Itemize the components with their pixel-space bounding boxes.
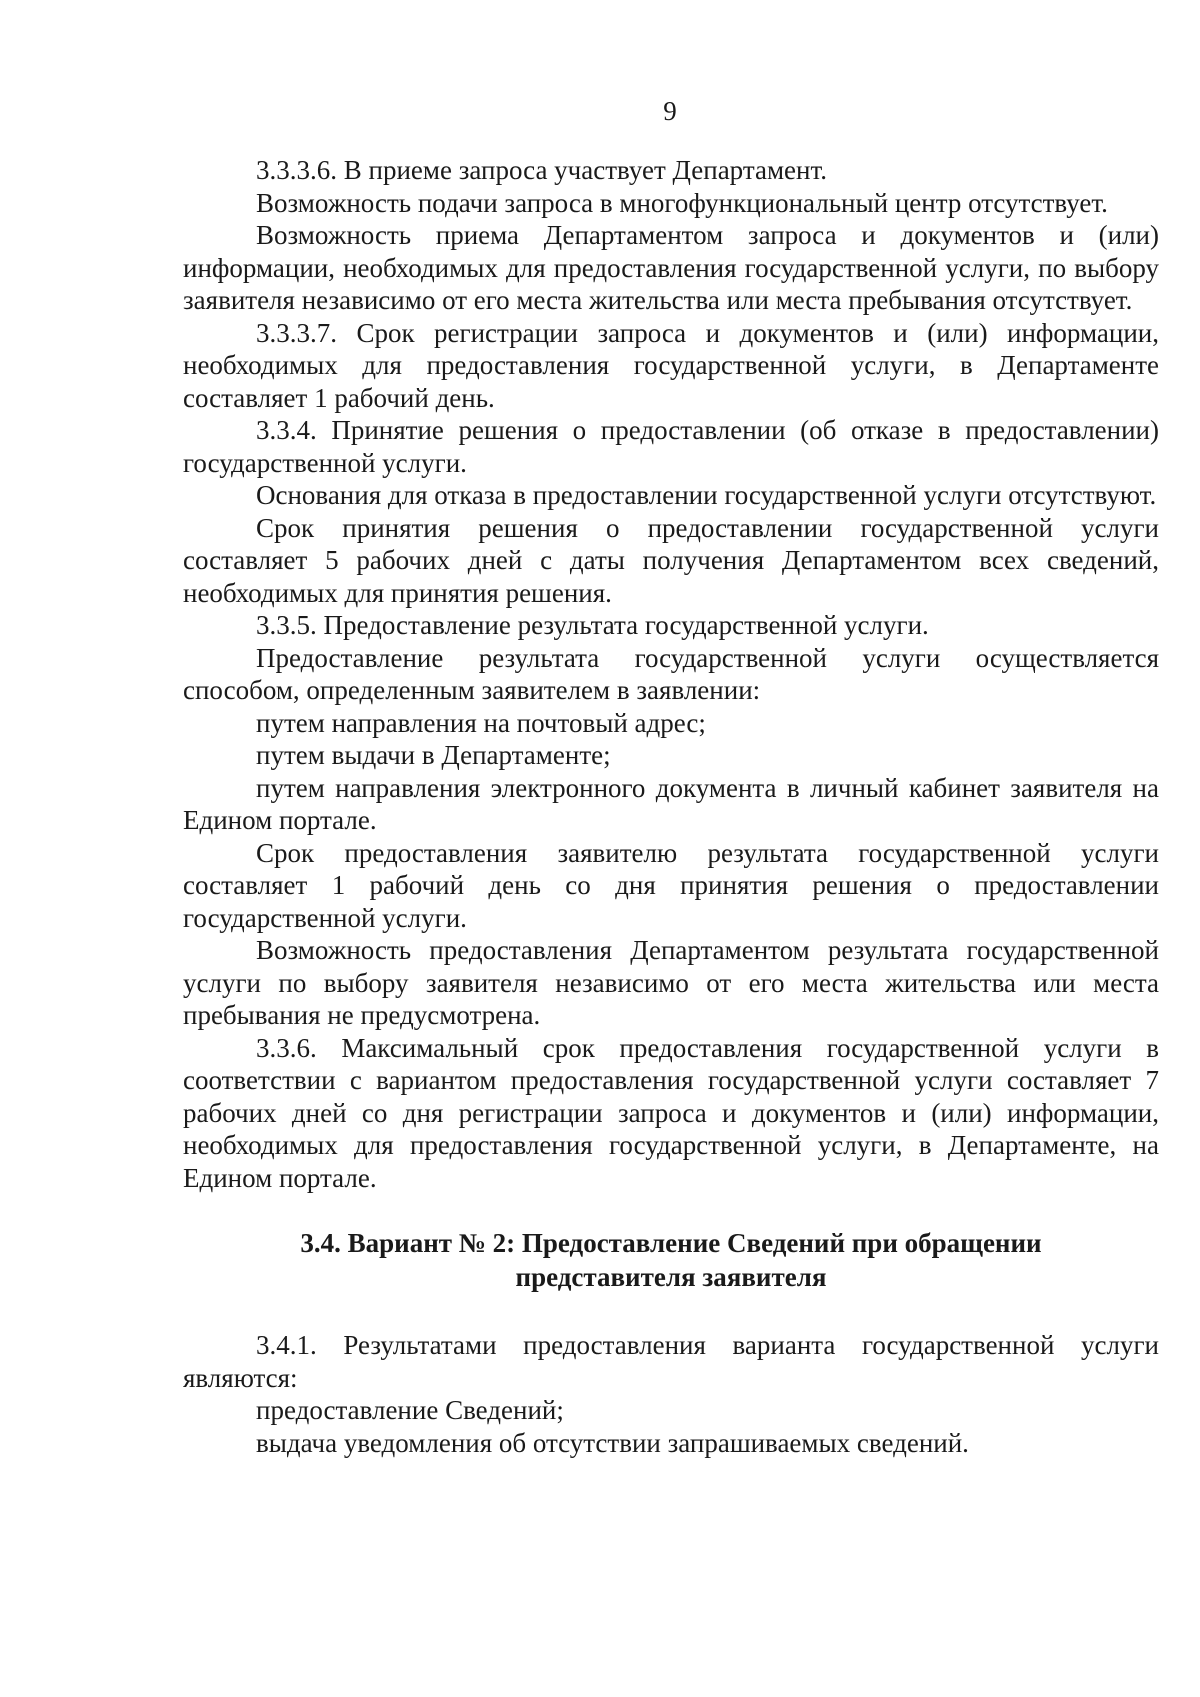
- paragraph: Возможность предоставления Департаментом результата государственной услуги по выбору заявителя независимо от его места жительства или места пребывания не предусмотрена.: [183, 935, 1159, 1030]
- paragraph: Основания для отказа в предоставлении государственной услуги отсутствуют.: [256, 480, 1157, 510]
- paragraph: Возможность подачи запроса в многофункциональный центр отсутствует.: [256, 187, 1108, 218]
- list-item: путем выдачи в Департаменте;: [256, 740, 611, 770]
- section-heading-line: представителя заявителя: [515, 1262, 827, 1292]
- paragraph: 3.3.4. Принятие решения о предоставлении (об отказе в предоставлении) государственной услуги.: [183, 415, 1159, 478]
- paragraph: Срок принятия решения о предоставлении государственной услуги составляет 5 рабочих дней с даты получения Департаментом всех сведений, необходимых для принятия решения.: [183, 512, 1159, 608]
- paragraph: 3.4.1. Результатами предоставления варианта государственной услуги являются:: [183, 1330, 1159, 1393]
- paragraph: Срок предоставления заявителю результата государственной услуги составляет 1 рабочий день со дня принятия решения о предоставлении государственной услуги.: [183, 837, 1159, 933]
- list-item: выдача уведомления об отсутствии запрашиваемых сведений.: [256, 1427, 969, 1458]
- list-item: путем направления электронного документа в личный кабинет заявителя на Едином портале.: [183, 772, 1159, 835]
- section-heading: [183, 1226, 1159, 1294]
- paragraph: 3.3.6. Максимальный срок предоставления государственной услуги в соответствии с вариантом предоставления государственной услуги составляет 7 рабочих дней со дня регистрации запроса и документов и (или) информации, необходимых для предоставления государственной услуги, в Департаменте, на Едином портале.: [183, 1032, 1159, 1193]
- paragraph: 3.3.3.7. Срок регистрации запроса и документов и (или) информации, необходимых для предоставления государственной услуги, в Департаменте составляет 1 рабочий день.: [183, 317, 1159, 413]
- section-heading-line: 3.4. Вариант № 2: Предоставление Сведений при обращении: [300, 1228, 1042, 1258]
- document-body: [183, 154, 1159, 1459]
- list-item: предоставление Сведений;: [256, 1395, 564, 1425]
- paragraph: 3.3.5. Предоставление результата государственной услуги.: [256, 610, 929, 640]
- paragraph: Предоставление результата государственной услуги осуществляется способом, определенным заявителем в заявлении:: [183, 642, 1159, 705]
- list-item: путем направления на почтовый адрес;: [256, 707, 706, 738]
- page-number: 9: [663, 96, 677, 126]
- paragraph: Возможность приема Департаментом запроса и документов и (или) информации, необходимых для предоставления государственной услуги, по выбору заявителя независимо от его места жительства или места пребывания отсутствует.: [183, 220, 1159, 315]
- paragraph: 3.3.3.6. В приеме запроса участвует Департамент.: [256, 155, 827, 185]
